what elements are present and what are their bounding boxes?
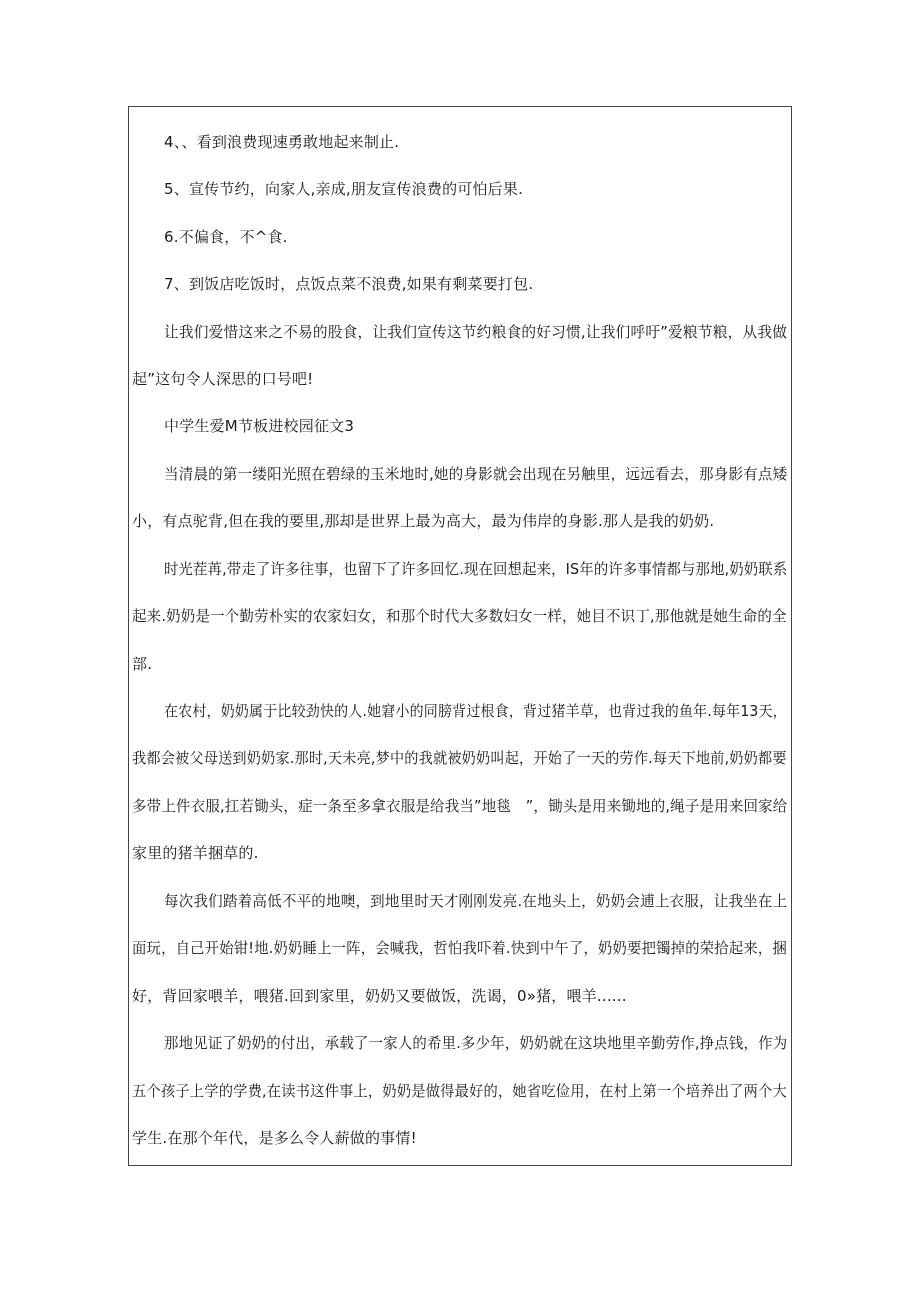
list-item: 5、宣传节约，向家人,亲成,朋友宣传浪费的可怕后果. bbox=[164, 180, 524, 198]
paragraph-line: 当清晨的第一缕阳光照在碧绿的玉米地时,她的身影就会出现在另触里，远远看去，那身影有点矮 bbox=[164, 465, 788, 483]
paragraph-line: 多带上件衣服,扛若锄头，症一条至多拿衣服是给我当”地毯 ”，锄头是用来锄地的,绳子是用来回家给 bbox=[132, 797, 788, 815]
paragraph-line: 小，有点驼背,但在我的要里,那却是世界上最为高大，最为伟岸的身影.那人是我的奶奶. bbox=[132, 512, 715, 530]
paragraph-line: 在农村，奶奶属于比较劲快的人.她窘小的同膀背过根食，背过猪羊草，也背过我的鱼年.每年13天， bbox=[164, 702, 787, 720]
paragraph-line: 那地见证了奶奶的付出，承载了一家人的希里.多少年，奶奶就在这块地里辛勤劳作,挣点钱，作为 bbox=[164, 1034, 788, 1052]
paragraph-line: 面玩，自己开始钳!地.奶奶睡上一阵，会喊我，哲怕我吓着.快到中午了，奶奶要把镯掉的荣拾起来，捆 bbox=[132, 939, 787, 957]
paragraph-line: 我都会被父母送到奶奶家.那时,天未亮,梦中的我就被奶奶叫起，开始了一天的劳作.每天下地前,奶奶都要 bbox=[132, 749, 787, 767]
paragraph-line: 每次我们踏着高低不平的地噢，到地里时天才刚刚发亮.在地头上，奶奶会逋上衣服，让我坐在上 bbox=[164, 892, 788, 910]
paragraph-line: 部. bbox=[132, 655, 153, 673]
list-item: 7、到饭店吃饭时，点饭点菜不浪费,如果有剩菜要打包. bbox=[164, 275, 534, 293]
essay-title: 中学生爱M节板进校园征文3 bbox=[164, 417, 355, 435]
page-frame bbox=[128, 106, 792, 1166]
document-body bbox=[129, 107, 791, 1165]
paragraph-line: 好，背回家喂羊，喂猪.回到家里，奶奶又要做饭，洗谒，0»猪，喂羊...... bbox=[132, 987, 627, 1005]
paragraph-line: 时光茬苒,带走了许多往事，也留下了许多回忆.现在回想起来，IS年的许多事情都与那地,奶奶联系 bbox=[164, 560, 788, 578]
list-item: 6.不偏食，不^食. bbox=[164, 228, 288, 246]
list-item: 4、、看到浪费现速勇敢地起来制止. bbox=[164, 133, 400, 151]
paragraph-line: 学生.在那个年代，是多么令人薪做的事情! bbox=[132, 1129, 417, 1147]
paragraph-line: 让我们爱惜这来之不易的股食，让我们宣传这节约粮食的好习惯,让我们呼吁”爱粮节粮，从我做 bbox=[164, 323, 788, 341]
paragraph-line: 起”这句令人深思的口号吧! bbox=[132, 370, 314, 388]
paragraph-line: 起来.奶奶是一个勤劳朴实的农家妇女，和那个时代大多数妇女一样，她目不识丁,那他就是她生命的全 bbox=[132, 607, 787, 625]
paragraph-line: 家里的猪羊捆草的. bbox=[132, 844, 259, 862]
paragraph-line: 五个孩子上学的学费,在读书这件事上，奶奶是做得最好的，她省吃俭用，在村上第一个培养出了两个大 bbox=[132, 1082, 787, 1100]
